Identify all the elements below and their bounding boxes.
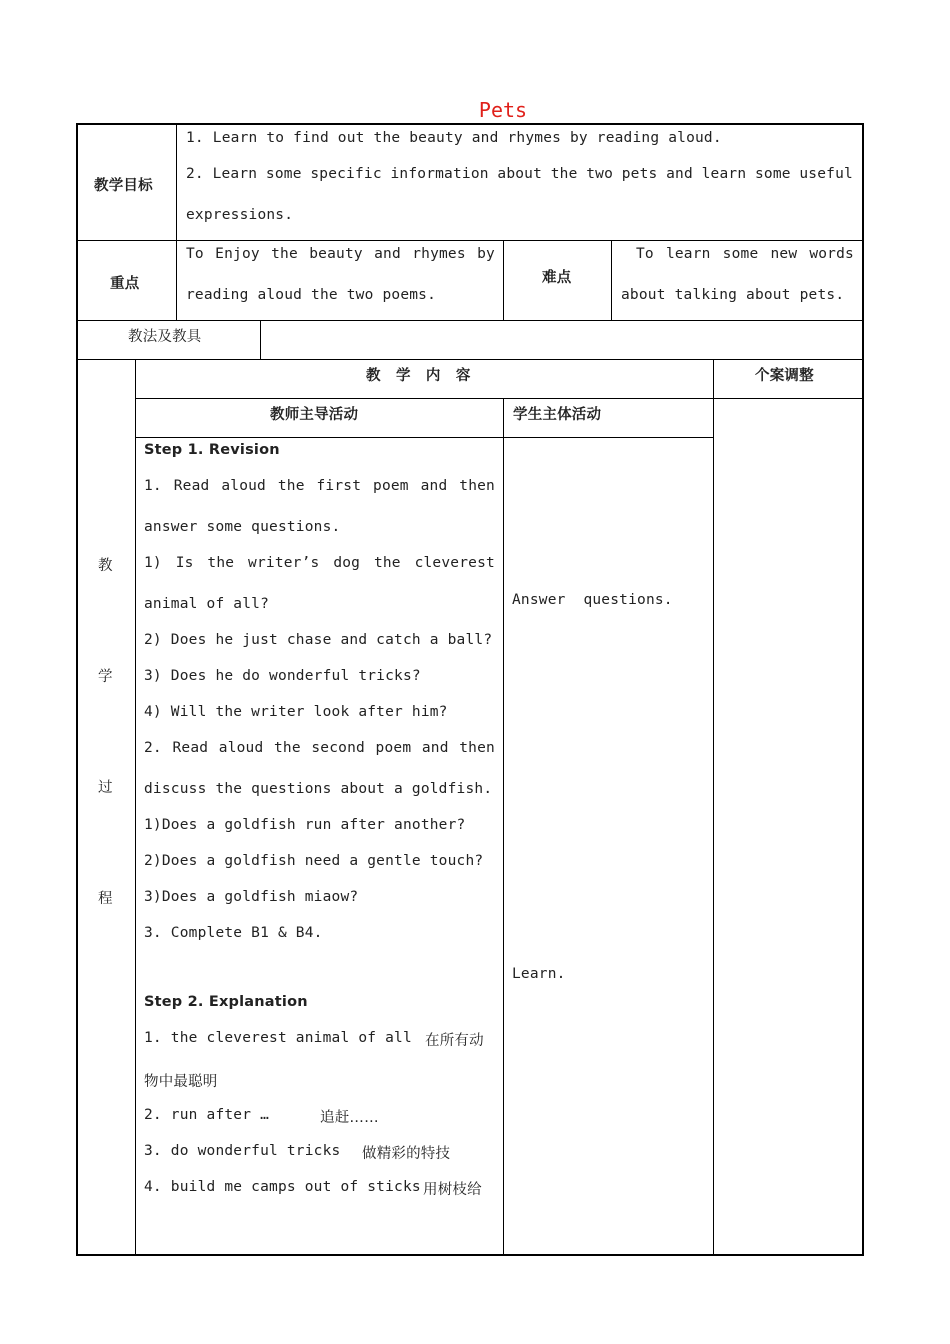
word: the xyxy=(271,246,298,262)
explanation4-cn: 用树枝给 xyxy=(423,1182,482,1198)
word: first xyxy=(316,478,362,494)
process-side-label-1: 教 xyxy=(98,558,113,574)
word: the xyxy=(207,555,235,571)
item2-line1 xyxy=(144,740,495,756)
goldfish-q1: 1)Does a goldfish run after another? xyxy=(144,817,466,833)
word: the xyxy=(277,478,305,494)
methods-label: 教法及教具 xyxy=(128,329,202,345)
word: Learn xyxy=(212,166,258,182)
item1-line2: answer some questions. xyxy=(144,519,341,535)
question4: 4) Will the writer look after him? xyxy=(144,704,448,720)
word: beauty xyxy=(309,246,363,262)
word: by xyxy=(477,246,495,262)
word: then xyxy=(459,478,495,494)
word: learn xyxy=(665,246,711,262)
key-points-line2: reading aloud the two poems. xyxy=(186,287,437,303)
word: and xyxy=(421,740,449,756)
step1-title: Step 1. Revision xyxy=(144,442,280,458)
word: some xyxy=(265,166,302,182)
student-activity-2: Learn. xyxy=(512,966,566,982)
objectives-label: 教学目标 xyxy=(94,178,153,194)
word: some xyxy=(722,246,759,262)
key-points-label: 重点 xyxy=(110,276,140,292)
word: 2. xyxy=(144,740,162,756)
word: To xyxy=(186,246,204,262)
goldfish-q3: 3)Does a goldfish miaow? xyxy=(144,889,359,905)
explanation1-cn: 在所有动 xyxy=(425,1033,484,1049)
word: about xyxy=(497,166,543,182)
word: some xyxy=(754,166,791,182)
difficulties-line2: about talking about pets. xyxy=(621,287,845,303)
explanation1-cn-cont: 物中最聪明 xyxy=(144,1074,218,1090)
objectives-line1: 1. Learn to find out the beauty and rhymes by reading aloud. xyxy=(186,130,722,146)
word: Read xyxy=(172,740,209,756)
word: writer’s xyxy=(248,555,320,571)
process-side-label-4: 程 xyxy=(98,891,113,907)
objectives-line2 xyxy=(186,166,853,182)
word: and xyxy=(374,246,401,262)
word: second xyxy=(311,740,365,756)
adjust-header: 个案调整 xyxy=(755,368,814,384)
word: and xyxy=(420,478,448,494)
content-header: 教 学 内 容 xyxy=(366,368,471,384)
explanation3-en: 3. do wonderful tricks xyxy=(144,1143,341,1159)
word: aloud xyxy=(218,740,264,756)
item2-line2: discuss the questions about a goldfish. xyxy=(144,781,493,797)
word: aloud xyxy=(221,478,266,494)
page-title: Pets xyxy=(478,98,528,122)
word: the xyxy=(550,166,578,182)
objectives-line3: expressions. xyxy=(186,207,294,223)
word: To xyxy=(636,246,654,262)
step2-title: Step 2. Explanation xyxy=(144,994,308,1010)
question1-line2: animal of all? xyxy=(144,596,270,612)
explanation3-cn: 做精彩的特技 xyxy=(362,1146,451,1162)
word: new xyxy=(770,246,798,262)
question3: 3) Does he do wonderful tricks? xyxy=(144,668,421,684)
process-side-label-3: 过 xyxy=(98,780,113,796)
word: the xyxy=(274,740,301,756)
word: rhymes xyxy=(412,246,466,262)
word: words xyxy=(809,246,854,262)
word: and xyxy=(666,166,693,182)
goldfish-q2: 2)Does a goldfish need a gentle touch? xyxy=(144,853,484,869)
difficulties-label: 难点 xyxy=(542,270,572,286)
question1-line1 xyxy=(144,555,495,571)
explanation2-cn: 追赶…… xyxy=(320,1110,379,1126)
word: two xyxy=(586,166,614,182)
word: poem xyxy=(375,740,412,756)
item3: 3. Complete B1 & B4. xyxy=(144,925,323,941)
word: Is xyxy=(175,555,194,571)
word: then xyxy=(459,740,495,756)
word: 1. xyxy=(144,478,162,494)
question2: 2) Does he just chase and catch a ball? xyxy=(144,632,493,648)
key-points-line1 xyxy=(186,246,495,262)
explanation1-en: 1. the cleverest animal of all xyxy=(144,1030,412,1046)
word: learn xyxy=(701,166,747,182)
word: information xyxy=(390,166,489,182)
explanation4-en: 4. build me camps out of sticks xyxy=(144,1179,421,1195)
word: 1) xyxy=(144,555,162,571)
word: specific xyxy=(310,166,382,182)
word: poem xyxy=(373,478,409,494)
word: Read xyxy=(173,478,210,494)
word: cleverest xyxy=(414,555,495,571)
word: useful xyxy=(799,166,853,182)
student-activity-1: Answer questions. xyxy=(512,592,673,608)
teacher-header: 教师主导活动 xyxy=(270,407,359,423)
explanation2-en: 2. run after … xyxy=(144,1107,270,1123)
difficulties-line1 xyxy=(636,246,854,262)
process-side-label-2: 学 xyxy=(98,669,113,685)
item1-line1 xyxy=(144,478,495,494)
word: the xyxy=(373,555,401,571)
word: Enjoy xyxy=(215,246,260,262)
word: 2. xyxy=(186,166,204,182)
word: dog xyxy=(333,555,361,571)
word: pets xyxy=(621,166,658,182)
student-header: 学生主体活动 xyxy=(513,407,602,423)
